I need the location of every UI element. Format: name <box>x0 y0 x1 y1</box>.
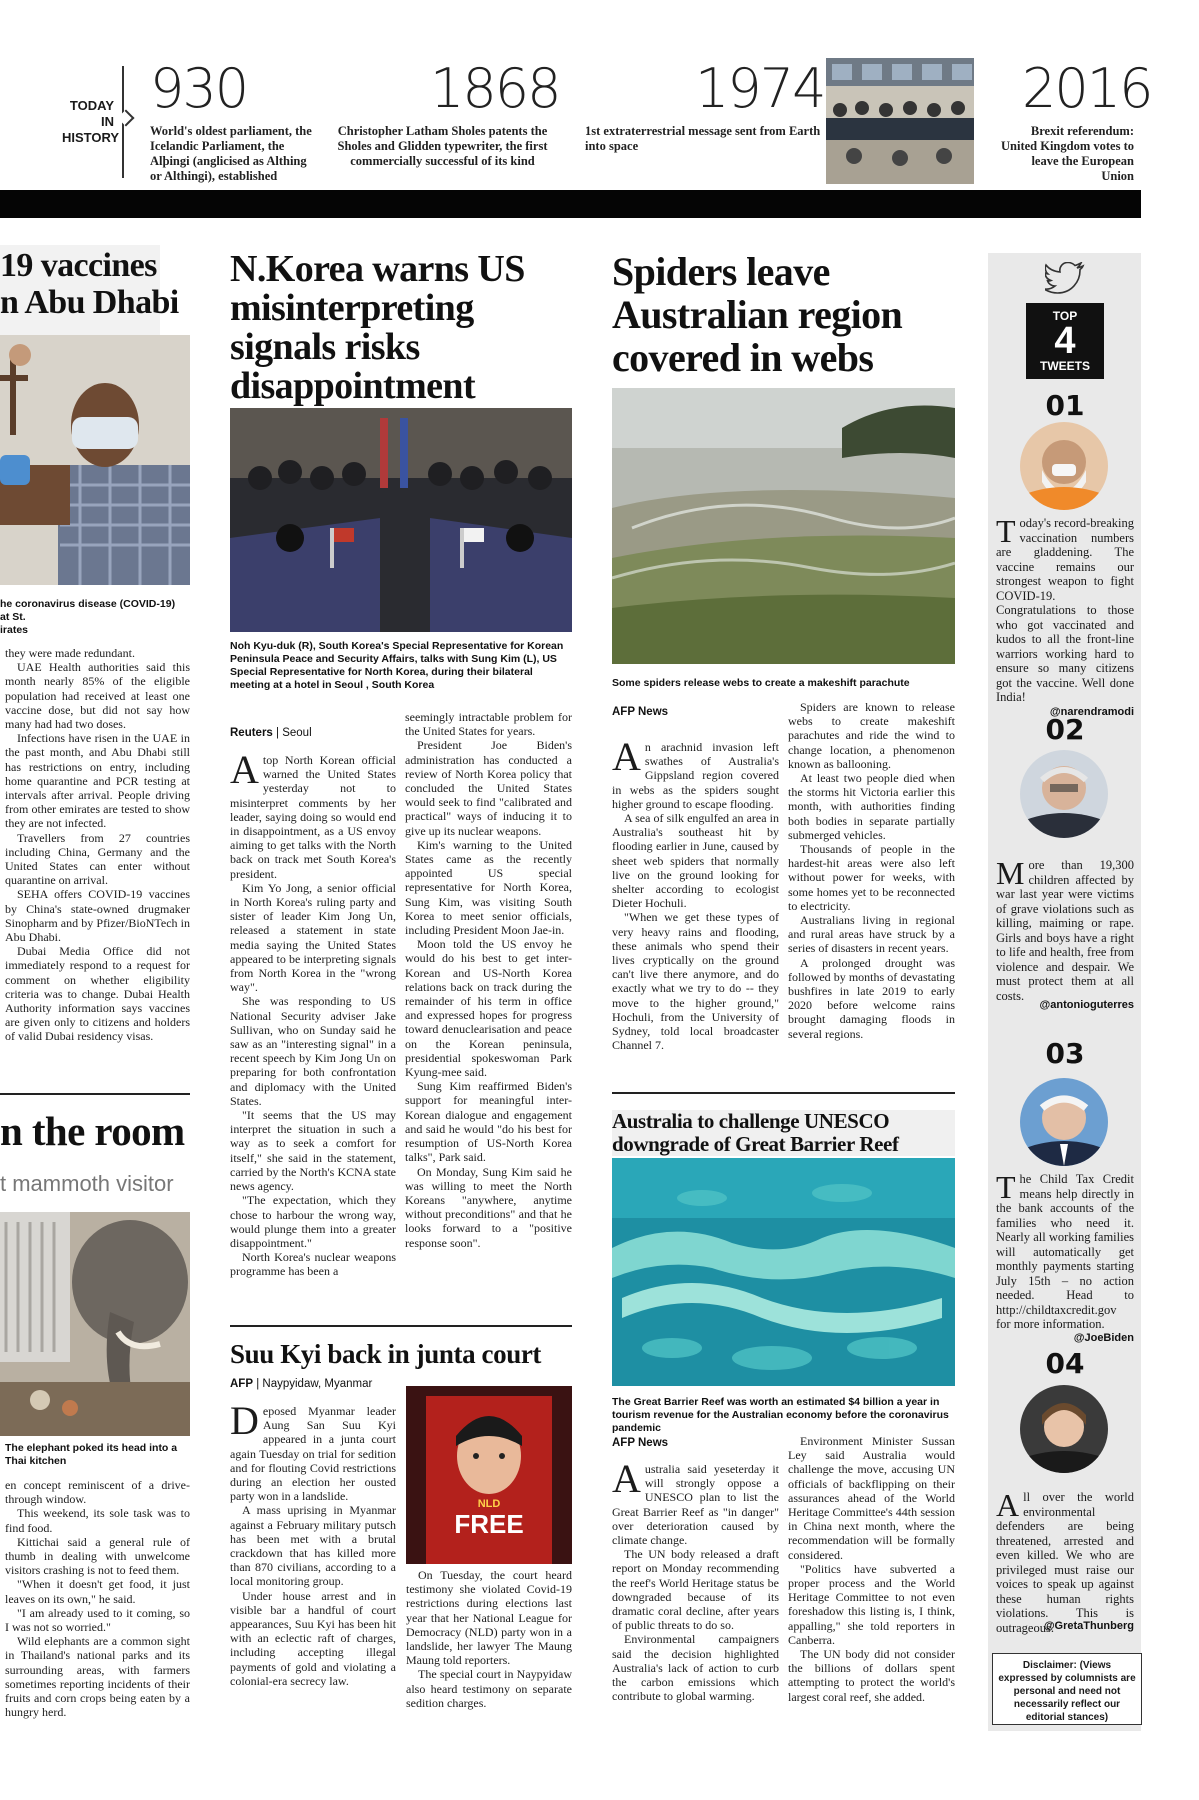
top-4-tweets-badge: TOP 4 TWEETS <box>1026 303 1104 379</box>
vaccination-caption: he coronavirus disease (COVID-19) at St. irates <box>0 598 176 636</box>
history-text-1868: Christopher Latham Sholes patents the Sholes and Glidden typewriter, the first commercially successful of its kind <box>337 124 548 168</box>
tweet-handle: @JoeBiden <box>1073 1332 1134 1344</box>
rule <box>612 1092 955 1094</box>
avatar <box>1020 750 1108 838</box>
tweet-text: The Child Tax Credit means help directly in the bank accounts of the families who need it. Nearly all working families will automatically get monthly payments starting July 15th – no action needed. Head to http://childtaxcredit.gov for more information. <box>996 1169 1134 1331</box>
drop-cap: T <box>996 513 1016 549</box>
reef-caption: The Great Barrier Reef was worth an estimated $4 billion a year in tourism revenue for the Australian economy before the coronavirus pandemic <box>612 1396 949 1434</box>
disclaimer-box: Disclaimer: (Views expressed by columnists are personal and need not necessarily reflect our editorial stances) <box>992 1653 1142 1725</box>
spiders-body-col1: An arachnid invasion left swathes of Australia's Gippsland region covered in webs as the spiders sought higher ground to escape flooding. A sea of silk engulfed an area in Australia's southeast hit by flooding earlier in June, caused by sheet web spiders that normally live on the ground looking for shelter according to ecologist Dieter Hochuli. "When we get these types of very heavy rains and flooding, these animals who spend their lives cryptically on the ground can't live there anymore, and do exactly what we try to do -- they move to the higher ground," Hochuli, from the University of Sydney, told local broadcaster Channel 7. <box>612 734 779 1053</box>
tweet-handle: @GretaThunberg <box>1043 1620 1134 1632</box>
tweet-text: All over the world environmental defenders are being threatened, arrested and even killed. We who are privileged must raise our voices to speak up against these human rights violations. This is outrageous. <box>996 1487 1134 1635</box>
great-barrier-reef-photo <box>612 1158 955 1386</box>
history-year-930: 930 <box>150 57 248 120</box>
reef-body-col2: Environment Minister Sussan Ley said Australia would challenge the move, accusing UN officials of backflipping on their assurances ahead of the World Heritage Committee's 44th session in China next month, where the recommendation will be formally considered. "Politics have subverted a proper process and the World Heritage Committee to not even foreshadow this listing is, I think, appalling," she told reporters in Canberra. The UN body did not consider the billions of dollars spent attempting to protect the world's largest coral reef, she added. <box>788 1434 955 1704</box>
history-text-1974: 1st extraterrestrial message sent from Earth into space <box>585 124 821 153</box>
history-text-2016: Brexit referendum: United Kingdom votes to leave the European Union <box>1001 124 1134 183</box>
elephant-headline: n the room <box>0 1108 185 1154</box>
suukyi-byline: AFP | Naypyidaw, Myanmar <box>230 1378 373 1390</box>
tweet-handle: @antonioguterres <box>1039 999 1134 1011</box>
suukyi-body-col1: Deposed Myanmar leader Aung San Suu Kyi appeared in a junta court again Tuesday on trial for sedition and for flouting Covid restrictions during an election her ousted party won in a landslide. A mass uprising in Myanmar against a February military putsch has been met with a brutal crackdown that has killed more than 870 civilians, according to a local monitoring group. Under house arrest and in visible bar a handful of court appearances, Suu Kyi has been hit with an eclectic raft of charges, including accepting illegal payments of gold and violating a colonial-era secrecy law. <box>230 1398 396 1688</box>
avatar <box>1020 422 1108 510</box>
drop-cap: A <box>612 734 641 779</box>
suukyi-poster-photo <box>406 1386 572 1564</box>
nkorea-caption: Noh Kyu-duk (R), South Korea's Special Representative for Korean Peninsula Peace and Security Affairs, talks with Sung Kim (L), US Special Representative for North Korea, during their bilateral meeting at a hotel in Seoul , South Korea <box>230 640 564 691</box>
tweet-number: 03 <box>1045 1037 1085 1070</box>
suukyi-headline: Suu Kyi back in junta court <box>230 1339 542 1369</box>
elephant-photo <box>0 1212 190 1436</box>
drop-cap: A <box>230 747 259 792</box>
left-headline-box <box>0 245 179 335</box>
spiders-headline: Spiders leave Australian region covered in webs <box>612 249 903 380</box>
history-text-930: World's oldest parliament, the Icelandic Parliament, the Alþingi (anglicised as Althing or Althingi), established <box>150 124 312 183</box>
reef-headline-line: downgrade of Great Barrier Reef <box>612 1132 899 1156</box>
section-divider-bar <box>0 190 1141 218</box>
suukyi-body-col2: On Tuesday, the court heard testimony she violated Covid-19 restrictions during elections last year that her National League for Democracy (NLD) party won in a landslide, her lawyer The Maung Maung told reporters. The special court in Naypyidaw also heard testimony on separate sedition charges. <box>406 1568 572 1710</box>
elephant-article-body: en concept reminiscent of a drive-through window. This weekend, its sole task was to find food. Kittichai said a general rule of thumb in dealing with unwelcome visitors crashing is not to feed them. "When it doesn't get food, it just leaves on its own," he said. "I am already used to it coming, so I was not so worried." Wild elephants are a common sight in Thailand's national parks and its surrounding areas, with farmers sometimes reporting incidents of their fruits and corn crops being eaten by a hungry herd. <box>5 1478 190 1720</box>
tweet-handle: @narendramodi <box>1049 706 1134 718</box>
rule <box>0 1093 190 1095</box>
poster-text-free: FREE <box>454 1509 524 1539</box>
today-in-history-label: TODAY IN HISTORY <box>62 98 120 145</box>
avatar <box>1020 1385 1108 1473</box>
reef-body-col1: Australia said yeseterday it will strongly oppose a UNESCO plan to list the Great Barrier Reef as "in danger" over deterioration caused by climate change. The UN body released a draft report on Monday recommending the reef's World Heritage status be downgraded because of its dramatic coral decline, after years of public threats to do so. Environmental campaigners said the decision highlighted Australia's lack of action to curb the carbon emissions which contribute to global warming. <box>612 1456 779 1704</box>
spiders-body-col2: Spiders are known to release webs to create makeshift parachutes and ride the wind to change location, a phenomenon known as ballooning. At least two people died when the storms hit Victoria earlier this month, with authorities finding both bodies in separate partially submerged vehicles. Thousands of people in the hardest-hit areas were also left without power for weeks, with some homes yet to be reconnected to electricity. Australians living in regional and rural areas have struck by a series of disasters in recent years. A prolonged drought was followed by months of devastating bushfires in late 2019 to early 2020 before welcome rains brought damaging floods in several regions. <box>788 700 955 1041</box>
nkorea-body-col1: A top North Korean official warned the United States yesterday not to misinterpret comments by her leader, saying doing so would end in disappointment, as a US envoy aiming to get talks with the North back on track met South Korea's president. Kim Yo Jong, a senior official in North Korea's ruling party and sister of leader Kim Jong Un, released a statement in state media saying the United States appeared to be interpreting signals from North Korea in the "wrong way". She was responding to US National Security adviser Jake Sullivan, who on Sunday said he saw as an "interesting signal" in a recent speech by Kim Jong Un on preparing for both confrontation and diplomacy with the United States. "It seems that the US may interpret the situation in such a way as to seek a comfort for itself," she said in the statement, carried by the North's KCNA state news agency. "The expectation, which they chose to harbour the wrong way, would plunge them into a greater disappointment." North Korea's nuclear weapons programme has been a <box>230 747 396 1279</box>
tweet-text: Today's record-breaking vaccination numbers are gladdening. The vaccine remains our strongest weapon to fight COVID-19. Congratulations to those who got vaccinated and kudos to all the front-line warriors working hard to ensure so many citizens got the vaccine. Well done India! <box>996 513 1134 704</box>
history-year-1974: 1974 <box>695 57 825 120</box>
poster-text-nld: NLD <box>477 1498 501 1510</box>
history-year-1868: 1868 <box>430 57 560 120</box>
nkorea-byline: Reuters | Seoul <box>230 727 312 739</box>
spiders-caption: Some spiders release webs to create a makeshift parachute <box>612 677 910 689</box>
tweet-number: 01 <box>1045 389 1085 422</box>
drop-cap: M <box>996 855 1025 891</box>
spiders-byline: AFP News <box>612 706 669 718</box>
nkorea-headline: N.Korea warns US misinterpreting signals risks disappointment <box>230 248 525 407</box>
twitter-bird-icon <box>1045 262 1085 294</box>
vaccination-photo <box>0 335 190 585</box>
elephant-subhead: t mammoth visitor <box>0 1171 174 1196</box>
brexit-photo <box>826 58 974 184</box>
reef-headline-line: Australia to challenge UNESCO <box>612 1109 890 1133</box>
nkorea-meeting-photo <box>230 408 572 632</box>
tweet-text: More than 19,300 children affected by war last year were victims of grave violations such as killing, maiming or rape. Girls and boys have a right to life and health, free from violence and despair. We must protect them at all costs. <box>996 855 1134 1003</box>
drop-cap: A <box>996 1487 1020 1523</box>
rule <box>230 1325 572 1327</box>
drop-cap: D <box>230 1398 259 1443</box>
elephant-caption: The elephant poked its head into a Thai kitchen <box>5 1442 178 1467</box>
drop-cap: A <box>612 1456 641 1501</box>
spider-webs-photo <box>612 388 955 664</box>
reef-byline: AFP News <box>612 1437 669 1449</box>
left-headline-line: n Abu Dhabi <box>0 284 179 321</box>
tweet-number: 02 <box>1045 713 1085 746</box>
left-article-body: they were made redundant. UAE Health authorities said this month nearly 85% of the eligible population had received at least one vaccine dose, but did not say how many had had two doses. Infections have risen in the UAE in the past month, and Abu Dhabi still has restrictions on entry, including home quarantine and PCR testing at intervals after arrival. People driving from other emirates are tested to show they are not infected. Travellers from 27 countries including China, Germany and the United States can enter without quarantine on arrival. SEHA offers COVID-19 vaccines by China's state-owned drugmaker Sinopharm and by Pfizer/BioNTech in Abu Dhabi. Dubai Media Office did not immediately respond to a request for comment on whether eligibility criteria was to change. Dubai Health Authority information says vaccines are given only to citizens and holders of valid Dubai residency visas. <box>5 646 190 1044</box>
history-year-2016: 2016 <box>1022 57 1152 120</box>
avatar <box>1020 1078 1108 1166</box>
drop-cap: T <box>996 1169 1016 1205</box>
reef-headline-box <box>612 1110 955 1156</box>
nkorea-body-col2: seemingly intractable problem for the United States for years. President Joe Biden's administration has conducted a review of North Korea policy that concluded the United States would seek to find "calibrated and practical" ways of inducing it to give up its nuclear weapons. Kim's warning to the United States came as the recently appointed US special representative for North Korea, Sung Kim, was visiting South Korea to meet senior officials, including President Moon Jae-in. Moon told the US envoy he would do his best to get inter-Korean and US-North Korea relations back on track during the remainder of his term in office and expressed hopes for progress toward denuclearisation and peace on the Korean peninsula, presidential spokeswoman Park Kyung-mee said. Sung Kim reaffirmed Biden's support for meaningful inter-Korean dialogue and engagement and said he would "do his best for resumption of US-North Korea talks", Park said. On Monday, Sung Kim said he was willing to meet the North Koreans "anywhere, anytime without preconditions" and that he looks forward to a "positive response soon". <box>405 710 572 1250</box>
tweet-number: 04 <box>1045 1347 1085 1380</box>
left-headline-line: 19 vaccines <box>0 247 157 284</box>
